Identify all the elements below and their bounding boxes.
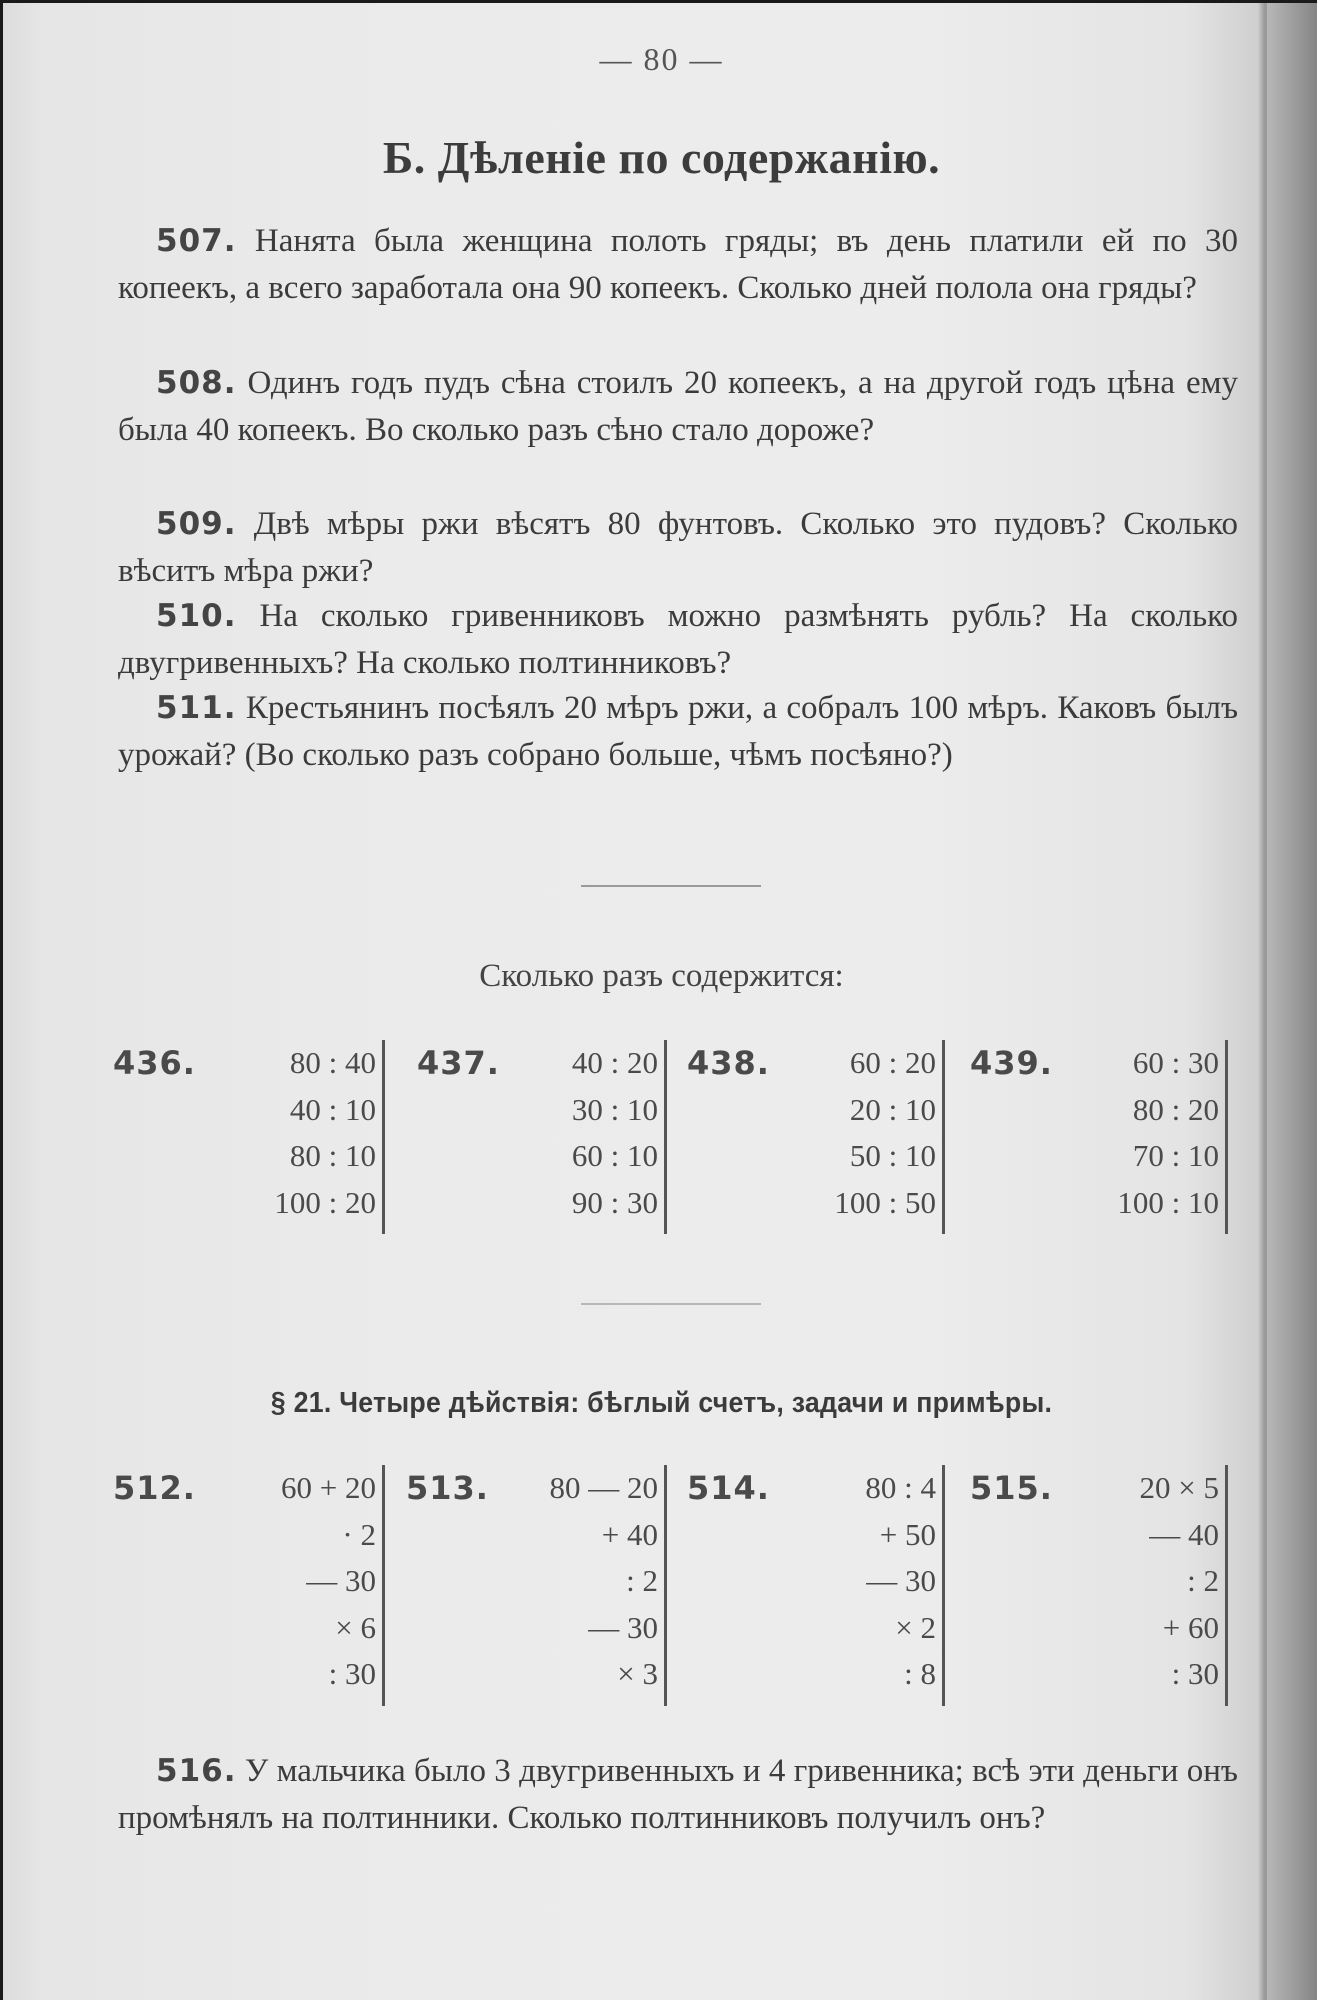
expression: 100 : 50 (834, 1184, 936, 1220)
problem-number: 516. (156, 1753, 237, 1789)
paragraph-heading: § 21. Четыре дѣйствія: бѣглый счетъ, задачи и примѣры. (270, 1387, 1053, 1419)
problem-509 (118, 501, 1238, 595)
page-edge-shadow (1267, 3, 1317, 2000)
step: : 2 (626, 1563, 658, 1598)
problem-text: Нанята была женщина полоть гряды; въ день платили ей по 30 копеекъ, а всего заработала она 90 копеекъ. Сколько дней полола она гряды? (118, 223, 1238, 306)
problem-text: Крестьянинъ посѣялъ 20 мѣръ ржи, а собралъ 100 мѣръ. Каковъ былъ урожай? (Во сколько разъ собрано больше, чѣмъ посѣяно?) (118, 690, 1239, 773)
exercise-steps (1140, 1465, 1228, 1706)
step: — 30 (866, 1563, 936, 1598)
drill-group-438 (687, 1040, 945, 1230)
expression: 100 : 20 (274, 1184, 376, 1220)
exercise-steps (550, 1465, 668, 1706)
exercise-group-514 (687, 1465, 945, 1705)
drill-label: 437. (417, 1044, 500, 1082)
step: + 60 (1162, 1609, 1219, 1645)
drill-label: 436. (113, 1044, 196, 1082)
expression: 60 : 10 (571, 1138, 658, 1173)
section-title: Б. Дѣленіе по содержанію. (382, 132, 941, 183)
step: — 30 (306, 1563, 376, 1598)
problem-511 (118, 685, 1238, 779)
expression: 60 : 20 (849, 1045, 936, 1080)
drill-heading: Сколько разъ содержится: (479, 958, 844, 994)
problem-507 (118, 218, 1238, 312)
exercise-label: 512. (113, 1469, 196, 1507)
expression: 70 : 10 (1132, 1138, 1219, 1173)
exercise-group-515 (970, 1465, 1228, 1705)
exercise-label: 514. (687, 1469, 770, 1507)
step: × 6 (335, 1609, 376, 1645)
problem-516 (118, 1748, 1238, 1842)
step: : 30 (328, 1656, 376, 1691)
step: · 2 (342, 1516, 376, 1552)
drill-expressions (834, 1040, 945, 1234)
book-page (3, 3, 1317, 2000)
problem-text: Одинъ годъ пудъ сѣна стоилъ 20 копеекъ, а на другой годъ цѣна ему была 40 копеекъ. Во сколько разъ сѣно стало дороже? (118, 365, 1238, 448)
problem-508 (118, 360, 1238, 454)
problem-number: 510. (156, 598, 237, 634)
exercise-group-513 (406, 1465, 667, 1705)
expression: 40 : 10 (289, 1091, 376, 1127)
drill-group-436 (113, 1040, 385, 1230)
expression: 90 : 30 (571, 1184, 658, 1220)
step: + 40 (601, 1516, 658, 1552)
drill-expressions (572, 1040, 667, 1234)
expression: 50 : 10 (849, 1138, 936, 1173)
drill-group-437 (417, 1040, 667, 1230)
drill-expressions (274, 1040, 385, 1234)
step: 20 × 5 (1139, 1470, 1219, 1505)
exercise-label: 515. (970, 1469, 1053, 1507)
drill-group-439 (970, 1040, 1228, 1230)
divider-rule (581, 1303, 761, 1305)
step: × 3 (617, 1656, 658, 1691)
step: : 30 (1171, 1656, 1219, 1691)
step: × 2 (895, 1609, 936, 1645)
step: 80 — 20 (549, 1470, 658, 1505)
problem-text: У мальчика было 3 двугривенныхъ и 4 гривенника; всѣ эти деньги онъ промѣнялъ на полтинники. Сколько полтинниковъ получилъ онъ? (118, 1753, 1239, 1836)
step: — 40 (1149, 1516, 1219, 1552)
step: + 50 (879, 1516, 936, 1552)
exercise-steps (281, 1465, 385, 1706)
divider-rule (581, 885, 761, 887)
drill-label: 439. (970, 1044, 1053, 1082)
problem-text: Двѣ мѣры ржи вѣсятъ 80 фунтовъ. Сколько это пудовъ? Сколько вѣситъ мѣра ржи? (118, 506, 1239, 589)
problem-number: 507. (156, 223, 237, 259)
step: : 8 (904, 1656, 936, 1691)
problem-number: 508. (156, 365, 237, 401)
expression: 30 : 10 (571, 1091, 658, 1127)
expression: 20 : 10 (849, 1091, 936, 1127)
step: : 2 (1187, 1563, 1219, 1598)
problem-510 (118, 593, 1238, 687)
problem-text: На сколько гривенниковъ можно размѣнять рубль? На сколько двугривенныхъ? На сколько полтинниковъ? (118, 598, 1238, 681)
expression: 60 : 30 (1132, 1045, 1219, 1080)
drill-label: 438. (687, 1044, 770, 1082)
exercise-steps (865, 1465, 945, 1706)
expression: 40 : 20 (571, 1045, 658, 1080)
expression: 80 : 20 (1132, 1091, 1219, 1127)
exercise-label: 513. (406, 1469, 489, 1507)
step: 80 : 4 (865, 1470, 936, 1505)
page-number: — 80 — (599, 41, 724, 77)
expression: 80 : 40 (289, 1045, 376, 1080)
expression: 80 : 10 (289, 1138, 376, 1173)
drill-expressions (1117, 1040, 1228, 1234)
problem-number: 509. (156, 506, 237, 542)
step: 60 + 20 (281, 1470, 376, 1505)
expression: 100 : 10 (1117, 1184, 1219, 1220)
problem-number: 511. (156, 690, 237, 726)
exercise-group-512 (113, 1465, 385, 1705)
step: — 30 (588, 1609, 658, 1645)
